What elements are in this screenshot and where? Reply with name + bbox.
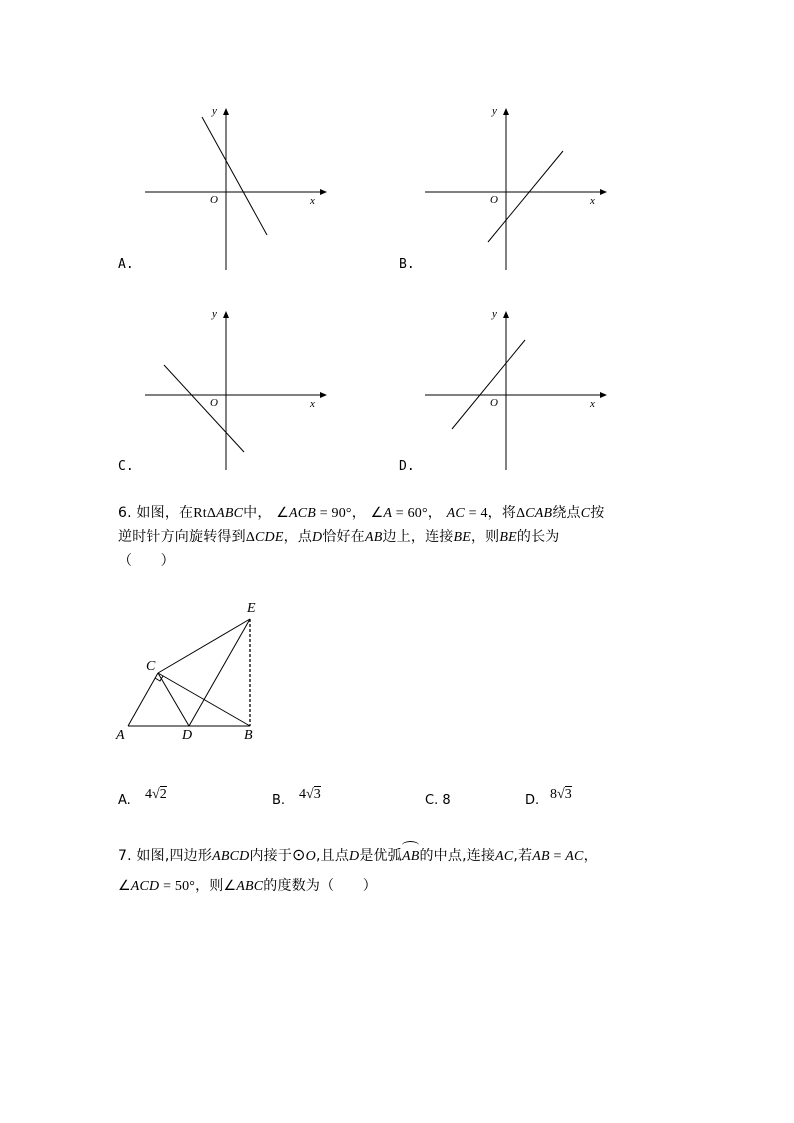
- q6-triangle-cab: CAB: [525, 506, 553, 521]
- q6-text: 逆时针方向旋转得到: [118, 529, 246, 545]
- angle-symbol: ∠: [223, 879, 237, 894]
- q7-angle-acd: ACD: [130, 879, 160, 894]
- function-line: [488, 151, 563, 242]
- q7-text: ,若: [513, 848, 533, 864]
- q6-text: ，将: [487, 505, 517, 521]
- q7-side-ac: AC: [565, 849, 584, 864]
- circle-dot-icon: ⊙: [292, 847, 306, 864]
- q6-side-be: BE: [453, 530, 471, 545]
- x-axis-label: x: [590, 398, 595, 410]
- value: 8: [442, 793, 451, 808]
- question-7-line-2: [118, 874, 377, 899]
- option-d-label: D.: [525, 793, 540, 808]
- question-7-line-1: [118, 843, 598, 869]
- y-axis-label: y: [212, 105, 217, 117]
- q6-text: 如图，在: [136, 505, 194, 521]
- origin-label: O: [490, 194, 498, 206]
- segment-de: [189, 619, 250, 726]
- q7-arc-ab: AB: [402, 844, 420, 869]
- y-axis-arrow: [503, 108, 509, 115]
- q7-angle-abc: ABC: [236, 879, 264, 894]
- q7-text: 的度数为（ ）: [263, 878, 377, 894]
- q7-value-50: = 50°: [159, 879, 196, 894]
- graph-c-label: C.: [118, 459, 134, 474]
- origin-label: O: [210, 397, 218, 409]
- y-axis-arrow: [503, 311, 509, 318]
- x-axis-arrow: [600, 189, 607, 195]
- question-number: 7.: [118, 848, 132, 864]
- q6-text: 按: [590, 505, 605, 521]
- delta-symbol: Δ: [206, 506, 217, 521]
- graph-b-label: B.: [399, 257, 415, 272]
- q7-text: 如图,四边形: [136, 848, 213, 864]
- q7-text: ，: [583, 848, 598, 864]
- angle-symbol: ∠: [118, 879, 131, 894]
- x-axis-label: x: [310, 195, 315, 207]
- q7-text: 的中点,连接: [419, 848, 496, 864]
- q6-side-ac: AC: [446, 506, 465, 521]
- graph-c-svg: [140, 308, 330, 478]
- graph-a-label: A.: [118, 257, 134, 272]
- radicand: 2: [159, 787, 167, 802]
- radicand: 3: [564, 787, 572, 802]
- q6-triangle-abc: ABC: [216, 506, 244, 521]
- segment-ac: [128, 673, 158, 726]
- coef: 4: [145, 787, 152, 802]
- option-b-label: B.: [272, 793, 286, 808]
- option-a-value: 4√2: [145, 787, 167, 802]
- q6-side-ab: AB: [364, 530, 383, 545]
- point-e-label: E: [247, 601, 256, 616]
- option-c-label: [425, 793, 451, 808]
- radicand: 3: [313, 787, 321, 802]
- q7-side-ac: AC: [495, 849, 514, 864]
- origin-label: O: [490, 397, 498, 409]
- point-d-label: D: [182, 728, 193, 743]
- q6-point-c: C: [580, 506, 591, 521]
- function-line: [452, 340, 525, 429]
- q6-text: 的长为: [516, 529, 560, 545]
- x-axis-label: x: [310, 398, 315, 410]
- question-6-answer-paren: [118, 549, 175, 574]
- q6-text: 绕点: [552, 505, 581, 521]
- function-line: [164, 365, 244, 452]
- delta-symbol: Δ: [245, 530, 256, 545]
- q6-rt: Rt: [193, 506, 207, 521]
- y-axis-label: y: [212, 308, 217, 320]
- graph-option-b: [420, 105, 610, 275]
- y-axis-label: y: [492, 308, 497, 320]
- q6-text: 边上，连接: [382, 529, 454, 545]
- q6-triangle-cde: CDE: [255, 530, 284, 545]
- graph-d-svg: [420, 308, 610, 478]
- function-line: [202, 117, 267, 235]
- option-b-value: 4√3: [299, 787, 321, 802]
- q7-circle-o: O: [305, 849, 316, 864]
- triangle-figure: [110, 598, 280, 748]
- coef: 4: [299, 787, 306, 802]
- q6-side-be: BE: [499, 530, 517, 545]
- q7-text: 内接于: [249, 848, 293, 864]
- option-d-value: 8√3: [550, 787, 572, 802]
- q7-text: ，则: [195, 878, 224, 894]
- q6-text: ，则: [470, 529, 500, 545]
- graph-option-a: [140, 105, 330, 275]
- segment-ce: [158, 619, 250, 673]
- point-b-label: B: [244, 728, 253, 743]
- y-axis-label: y: [492, 105, 497, 117]
- delta-symbol: Δ: [516, 506, 526, 521]
- coef: 8: [550, 787, 557, 802]
- point-c-label: C: [146, 659, 156, 674]
- q7-side-ab: AB: [532, 849, 550, 864]
- y-axis-arrow: [223, 108, 229, 115]
- q7-text: ,且点: [315, 848, 350, 864]
- angle-symbol: ∠: [276, 506, 289, 521]
- option-a-label: A.: [118, 793, 131, 808]
- q7-text: 是优弧: [359, 848, 402, 864]
- segment-cd: [158, 673, 189, 726]
- origin-label: O: [210, 194, 218, 206]
- y-axis-arrow: [223, 311, 229, 318]
- q6-sep: ，: [427, 505, 442, 521]
- q6-text: 中，: [243, 505, 272, 521]
- equals: =: [549, 849, 566, 864]
- graph-b-svg: [420, 105, 610, 275]
- q7-quad-abcd: ABCD: [212, 849, 250, 864]
- q6-angle-acb: ACB: [288, 506, 316, 521]
- q6-value-60: = 60°: [392, 506, 428, 521]
- q7-point-d: D: [349, 849, 360, 864]
- x-axis-arrow: [320, 189, 327, 195]
- answer-blank: （ ）: [118, 553, 175, 569]
- graph-d-label: D.: [399, 459, 415, 474]
- graph-option-c: [140, 308, 330, 478]
- q6-value-4: = 4: [464, 506, 488, 521]
- angle-symbol: ∠: [370, 506, 384, 521]
- label: C.: [425, 793, 439, 808]
- q6-text: ，点: [283, 529, 313, 545]
- graph-a-svg: [140, 105, 330, 275]
- q6-text: 恰好在: [322, 529, 365, 545]
- graph-option-d: [420, 308, 610, 478]
- q6-options: [118, 788, 678, 812]
- q6-sep: ，: [351, 505, 366, 521]
- x-axis-label: x: [590, 195, 595, 207]
- q6-point-d: D: [312, 530, 323, 545]
- x-axis-arrow: [600, 392, 607, 398]
- point-a-label: A: [116, 728, 125, 743]
- x-axis-arrow: [320, 392, 327, 398]
- q6-angle-a: A: [383, 506, 393, 521]
- question-number: 6.: [118, 505, 132, 521]
- q6-figure: [110, 598, 280, 748]
- question-6-line-1: [118, 501, 604, 526]
- question-6-line-2: [118, 525, 560, 550]
- q6-value-90: = 90°: [316, 506, 352, 521]
